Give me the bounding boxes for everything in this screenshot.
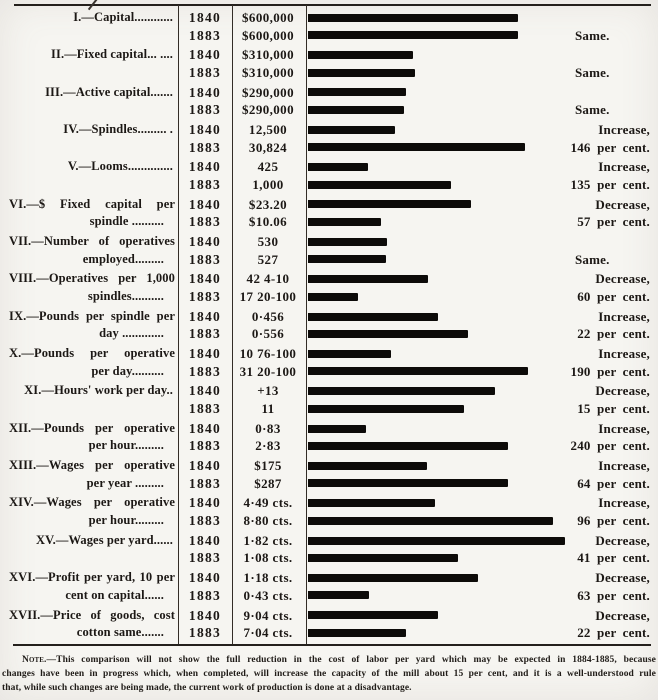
- value-cell: 527: [257, 251, 279, 267]
- row-label-line-1: XVII.—Price of goods, cost: [9, 607, 175, 622]
- bar-cell: [306, 629, 565, 637]
- year-cell: 1840: [188, 570, 222, 586]
- bar-cell: [306, 255, 565, 263]
- bar-1883: [308, 442, 508, 450]
- value-cell: 1,000: [252, 176, 284, 192]
- bar-cell: [306, 479, 565, 487]
- year-cell: 1883: [188, 251, 222, 267]
- change-label-line-1: Increase,: [598, 420, 650, 436]
- bar-cell: [306, 14, 565, 22]
- year-cell: 1883: [188, 550, 222, 566]
- change-label-line-1: Increase,: [598, 122, 650, 138]
- table-section: [0, 233, 658, 268]
- change-label-line-1: Increase,: [598, 159, 650, 175]
- table-row-1883: [0, 176, 658, 194]
- bar-1883: [308, 330, 468, 338]
- bar-cell: [306, 200, 565, 208]
- table-row-1840: [0, 158, 658, 176]
- table-row-1840: [0, 607, 658, 625]
- change-label-line-2: 135 per cent.: [570, 176, 650, 192]
- table-row-1883: [0, 139, 658, 157]
- footnote-line-2: changes have been in progress which, when completed, will increase the capacity of the mill about 15 per cent, and it is a well-understood rule: [2, 669, 656, 679]
- bar-cell: [306, 554, 565, 562]
- year-cell: 1883: [188, 512, 222, 528]
- bar-cell: [306, 143, 565, 151]
- year-cell: 1840: [188, 308, 222, 324]
- table-row-1840: [0, 308, 658, 326]
- change-label-line-2: 22 per cent.: [577, 326, 650, 342]
- row-label-line-2: day .............: [99, 326, 164, 341]
- change-label-line-2: 240 per cent.: [570, 438, 650, 454]
- bar-1883: [308, 479, 508, 487]
- bar-cell: [306, 106, 565, 114]
- table-row-1840: [0, 532, 658, 550]
- year-cell: 1883: [188, 475, 222, 491]
- row-label-line-1: VIII.—Operatives per 1,000: [9, 271, 175, 286]
- table-row-1840: [0, 494, 658, 512]
- bar-cell: [306, 126, 565, 134]
- table-row-1883: [0, 587, 658, 605]
- row-label-line-1: VI.—$ Fixed capital per: [9, 196, 175, 211]
- change-label-line-1: Decrease,: [595, 383, 650, 399]
- row-label-line-2: per hour.........: [88, 438, 164, 453]
- table-row-1840: [0, 270, 658, 288]
- table-section: [0, 569, 658, 604]
- year-cell: 1883: [188, 102, 222, 118]
- value-cell: 0·456: [251, 308, 285, 324]
- value-cell: 42 4-10: [246, 271, 290, 287]
- value-cell: 530: [257, 234, 279, 250]
- value-cell: 1·08 cts.: [243, 550, 293, 566]
- table-row-1883: [0, 288, 658, 306]
- value-cell: 2·83: [255, 438, 281, 454]
- bar-1883: [308, 629, 406, 637]
- year-cell: 1883: [188, 363, 222, 379]
- bar-cell: [306, 387, 565, 395]
- change-label-line-2: 64 per cent.: [577, 475, 650, 491]
- year-cell: 1883: [188, 64, 222, 80]
- row-label-line-2: spindle ..........: [89, 214, 164, 229]
- bar-1883: [308, 591, 369, 599]
- change-label-line-1: Increase,: [598, 346, 650, 362]
- bar-cell: [306, 499, 565, 507]
- bar-1883: [308, 367, 528, 375]
- value-cell: 0·43 cts.: [243, 587, 293, 603]
- value-cell: 9·04 cts.: [243, 607, 293, 623]
- year-cell: 1883: [188, 587, 222, 603]
- bar-cell: [306, 425, 565, 433]
- row-label-line-1: XII.—Pounds per operative: [9, 420, 175, 435]
- change-label-line-1: Increase,: [598, 308, 650, 324]
- bar-1840: [308, 499, 435, 507]
- year-cell: 1883: [188, 326, 222, 342]
- bar-1883: [308, 106, 404, 114]
- footnote-line-1-text: —This comparison will not show the full reduction in the cost of labor per yard which may be expected in 1884-1885, because: [46, 655, 656, 665]
- bar-1840: [308, 350, 391, 358]
- row-label-line-2: per hour.........: [88, 512, 164, 527]
- year-cell: 1883: [188, 139, 222, 155]
- bar-1883: [308, 31, 518, 39]
- value-cell: $290,000: [242, 84, 294, 100]
- change-label-line-1: Decrease,: [595, 607, 650, 623]
- bar-cell: [306, 69, 565, 77]
- bar-1840: [308, 574, 478, 582]
- row-label-line-1: IV.—Spindles......... .: [63, 122, 173, 137]
- table-row-1840: [0, 569, 658, 587]
- row-label-line-1: VII.—Number of operatives: [9, 234, 175, 249]
- value-cell: $23.20: [248, 196, 288, 212]
- change-label-line-2: 63 per cent.: [577, 587, 650, 603]
- table-row-1883: [0, 251, 658, 269]
- table-section: [0, 121, 658, 156]
- table-row-1840: [0, 382, 658, 400]
- change-label-line-2: Same.: [575, 102, 610, 118]
- bar-cell: [306, 367, 565, 375]
- value-cell: 11: [261, 400, 275, 416]
- table-row-1840: [0, 46, 658, 64]
- row-label-line-1: XVI.—Profit per yard, 10 per: [9, 570, 175, 585]
- table-row-1883: [0, 27, 658, 45]
- table-section: [0, 84, 658, 119]
- table-row-1883: [0, 363, 658, 381]
- bar-1883: [308, 255, 386, 263]
- row-label-line-1: XV.—Wages per yard......: [35, 532, 173, 547]
- bar-1883: [308, 218, 381, 226]
- bar-cell: [306, 238, 565, 246]
- row-label-line-1: I.—Capital............: [73, 10, 173, 24]
- row-label-line-2: employed.........: [82, 251, 164, 266]
- value-cell: 1·18 cts.: [243, 570, 293, 586]
- value-cell: 31 20-100: [239, 363, 297, 379]
- bar-cell: [306, 350, 565, 358]
- row-label-line-2: per day..........: [91, 363, 164, 378]
- table-section: [0, 46, 658, 81]
- year-cell: 1840: [188, 47, 222, 63]
- bar-1840: [308, 51, 413, 59]
- table-row-1840: [0, 9, 658, 27]
- change-label-line-1: Increase,: [598, 495, 650, 511]
- row-label-line-2: cent on capital......: [65, 587, 164, 602]
- bar-1840: [308, 462, 427, 470]
- change-label-line-1: Decrease,: [595, 271, 650, 287]
- year-cell: 1883: [188, 214, 222, 230]
- table-bottom-rule: [13, 644, 651, 646]
- table-section: [0, 494, 658, 529]
- table-section: [0, 270, 658, 305]
- value-cell: $290,000: [242, 102, 294, 118]
- change-label-line-1: Decrease,: [595, 570, 650, 586]
- value-cell: 1·82 cts.: [243, 532, 293, 548]
- bar-1840: [308, 611, 438, 619]
- bar-1883: [308, 143, 525, 151]
- bar-cell: [306, 611, 565, 619]
- table-section: [0, 9, 658, 44]
- bar-1840: [308, 14, 518, 22]
- year-cell: 1840: [188, 234, 222, 250]
- row-label-line-2: cotton same.......: [76, 625, 164, 639]
- table-row-1840: [0, 457, 658, 475]
- year-cell: 1840: [188, 196, 222, 212]
- bar-1840: [308, 387, 495, 395]
- bar-1883: [308, 181, 451, 189]
- change-label-line-1: Decrease,: [595, 532, 650, 548]
- table-section: [0, 196, 658, 231]
- table-row-1883: [0, 475, 658, 493]
- year-cell: 1840: [188, 532, 222, 548]
- bar-cell: [306, 591, 565, 599]
- value-cell: $175: [254, 458, 282, 474]
- change-label-line-2: 146 per cent.: [570, 139, 650, 155]
- table-section: [0, 345, 658, 380]
- year-cell: 1840: [188, 495, 222, 511]
- bar-cell: [306, 88, 565, 96]
- change-label-line-2: 15 per cent.: [577, 400, 650, 416]
- change-label-line-2: 41 per cent.: [577, 550, 650, 566]
- bar-1883: [308, 517, 553, 525]
- change-label-line-2: 57 per cent.: [577, 214, 650, 230]
- value-cell: 7·04 cts.: [243, 625, 293, 640]
- value-cell: $600,000: [242, 27, 294, 43]
- year-cell: 1883: [188, 625, 222, 640]
- value-cell: 4·49 cts.: [243, 495, 293, 511]
- table-body: [0, 9, 658, 644]
- table-row-1883: [0, 325, 658, 343]
- bar-1840: [308, 126, 395, 134]
- bar-cell: [306, 517, 565, 525]
- table-row-1840: [0, 196, 658, 214]
- year-cell: 1840: [188, 10, 222, 25]
- bar-cell: [306, 442, 565, 450]
- change-label-line-2: 96 per cent.: [577, 512, 650, 528]
- row-label-line-1: V.—Looms..............: [67, 159, 173, 174]
- value-cell: $310,000: [242, 64, 294, 80]
- row-label-line-2: per year .........: [86, 475, 164, 490]
- year-cell: 1840: [188, 271, 222, 287]
- value-cell: $310,000: [242, 47, 294, 63]
- value-cell: 8·80 cts.: [243, 512, 293, 528]
- year-cell: 1840: [188, 122, 222, 138]
- footnote-line-3: that, while such changes are being made, the current work of production is done at a disadvantage.: [2, 683, 412, 693]
- bar-1840: [308, 313, 438, 321]
- bar-1883: [308, 69, 415, 77]
- row-label-line-1: XIV.—Wages per operative: [9, 495, 175, 510]
- footnote: [2, 653, 656, 695]
- bar-1840: [308, 163, 368, 171]
- row-label-line-2: spindles..........: [87, 288, 164, 303]
- year-cell: 1883: [188, 400, 222, 416]
- bar-cell: [306, 574, 565, 582]
- value-cell: 10 76-100: [239, 346, 297, 362]
- bar-1883: [308, 405, 464, 413]
- change-label-line-2: 22 per cent.: [577, 625, 650, 640]
- table-row-1840: [0, 121, 658, 139]
- bar-1883: [308, 293, 358, 301]
- change-label-line-2: Same.: [575, 27, 610, 43]
- bar-1840: [308, 88, 406, 96]
- bar-cell: [306, 405, 565, 413]
- bar-1840: [308, 275, 428, 283]
- table-section: [0, 420, 658, 455]
- value-cell: 425: [257, 159, 279, 175]
- bar-cell: [306, 218, 565, 226]
- table-row-1883: [0, 437, 658, 455]
- year-cell: 1840: [188, 458, 222, 474]
- table-section: [0, 532, 658, 567]
- year-cell: 1883: [188, 27, 222, 43]
- bar-cell: [306, 181, 565, 189]
- table-section: [0, 382, 658, 417]
- row-label-line-1: II.—Fixed capital... ....: [51, 47, 173, 62]
- table-row-1883: [0, 64, 658, 82]
- change-label-line-2: 60 per cent.: [577, 288, 650, 304]
- table-row-1883: [0, 512, 658, 530]
- table-section: [0, 308, 658, 343]
- year-cell: 1883: [188, 288, 222, 304]
- table-row-1840: [0, 420, 658, 438]
- table-section: [0, 158, 658, 193]
- table-section: [0, 607, 658, 642]
- bar-1840: [308, 200, 471, 208]
- table-row-1840: [0, 84, 658, 102]
- year-cell: 1840: [188, 383, 222, 399]
- table-top-rule: [14, 4, 651, 6]
- footnote-line-1: [2, 653, 656, 667]
- table-row-1883: [0, 101, 658, 119]
- year-cell: 1840: [188, 607, 222, 623]
- bar-cell: [306, 537, 565, 545]
- bar-cell: [306, 313, 565, 321]
- change-label-line-2: 190 per cent.: [570, 363, 650, 379]
- value-cell: $600,000: [242, 10, 294, 25]
- row-label-line-1: X.—Pounds per operative: [9, 346, 175, 361]
- row-label-line-1: XIII.—Wages per operative: [9, 458, 175, 473]
- value-cell: $287: [254, 475, 282, 491]
- bar-cell: [306, 275, 565, 283]
- value-cell: $10.06: [248, 214, 288, 230]
- bar-cell: [306, 330, 565, 338]
- bar-cell: [306, 462, 565, 470]
- year-cell: 1840: [188, 346, 222, 362]
- table-section: [0, 457, 658, 492]
- bar-cell: [306, 51, 565, 59]
- value-cell: 0·83: [255, 420, 281, 436]
- table-row-1883: [0, 213, 658, 231]
- row-label-line-1: III.—Active capital.......: [45, 84, 173, 99]
- change-label-line-2: Same.: [575, 251, 610, 267]
- bar-1840: [308, 425, 366, 433]
- table-row-1883: [0, 549, 658, 567]
- year-cell: 1840: [188, 84, 222, 100]
- value-cell: 17 20-100: [239, 288, 297, 304]
- bar-cell: [306, 31, 565, 39]
- row-label-line-1: XI.—Hours' work per day..: [24, 383, 173, 398]
- value-cell: 12,500: [248, 122, 288, 138]
- year-cell: 1840: [188, 159, 222, 175]
- change-label-line-1: Decrease,: [595, 196, 650, 212]
- bar-1840: [308, 537, 565, 545]
- bar-1883: [308, 554, 458, 562]
- table-row-1883: [0, 400, 658, 418]
- change-label-line-1: Increase,: [598, 458, 650, 474]
- year-cell: 1840: [188, 420, 222, 436]
- change-label-line-2: Same.: [575, 64, 610, 80]
- year-cell: 1883: [188, 176, 222, 192]
- table-row-1840: [0, 233, 658, 251]
- bar-cell: [306, 293, 565, 301]
- row-label-line-1: IX.—Pounds per spindle per: [9, 308, 175, 323]
- year-cell: 1883: [188, 438, 222, 454]
- table-row-1840: [0, 345, 658, 363]
- table-row-1883: [0, 624, 658, 642]
- footnote-note-label: Note.: [22, 655, 47, 665]
- bar-1840: [308, 238, 387, 246]
- value-cell: 30,824: [248, 139, 288, 155]
- value-cell: +13: [257, 383, 279, 399]
- value-cell: 0·556: [251, 326, 285, 342]
- bar-cell: [306, 163, 565, 171]
